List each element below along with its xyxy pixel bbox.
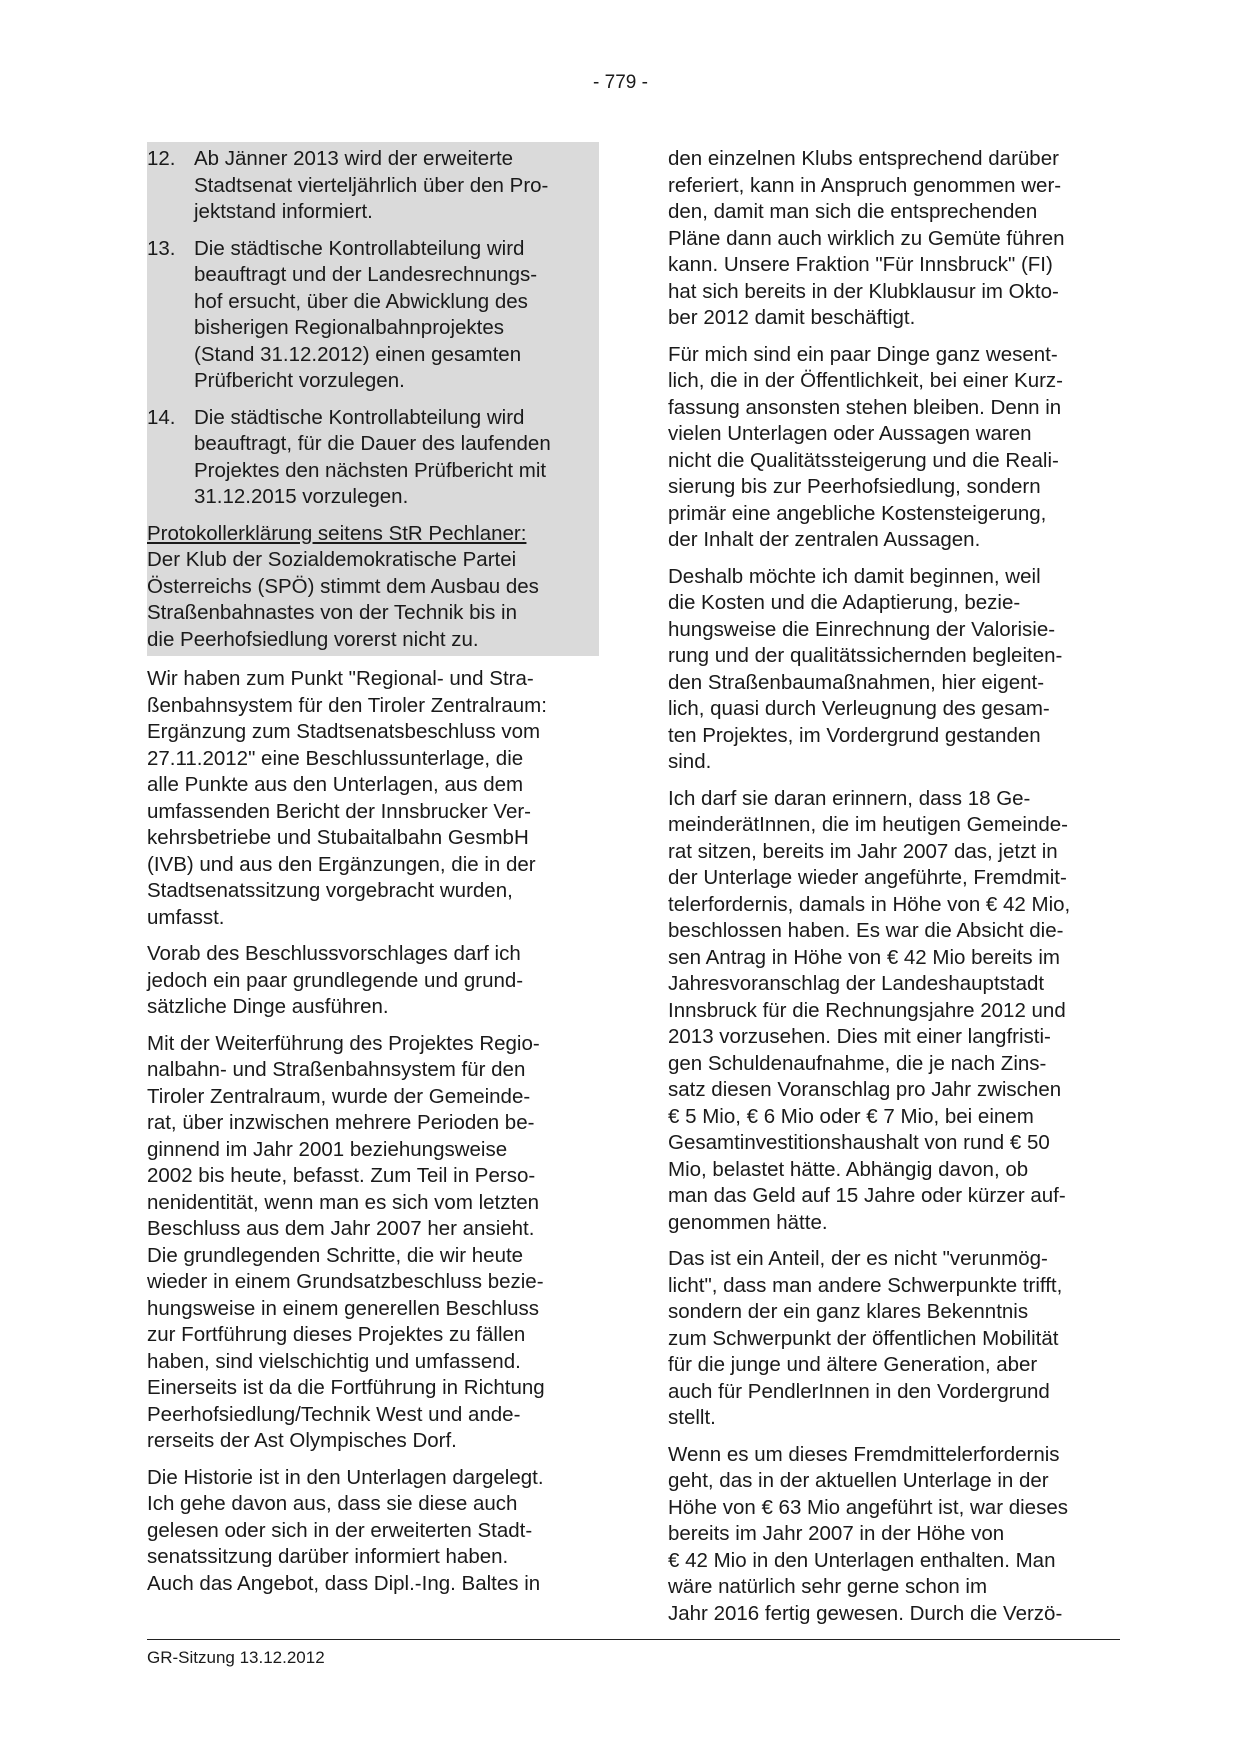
text-line: Österreichs (SPÖ) stimmt dem Ausbau des — [147, 574, 539, 598]
paragraph — [668, 1246, 1118, 1432]
text-line: umfasst. — [147, 905, 225, 929]
text-line: ginnend im Jahr 2001 beziehungsweise — [147, 1137, 508, 1161]
footer-divider — [147, 1639, 1120, 1640]
text-line: senatssitzung darüber informiert haben. — [147, 1545, 509, 1568]
text-line: zum Schwerpunkt der öffentlichen Mobilität — [668, 1326, 1059, 1350]
text-line: 27.11.2012" eine Beschlussunterlage, die — [147, 746, 524, 770]
text-line: Höhe von € 63 Mio angeführt ist, war dieses — [668, 1495, 1068, 1519]
text-line: den Straßenbaumaßnahmen, hier eigent- — [668, 670, 1045, 694]
text-line: Stadtsenatssitzung vorgebracht wurden, — [147, 879, 513, 902]
text-line: primär eine angebliche Kostensteigerung, — [668, 501, 1047, 525]
text-line: Mit der Weiterführung des Projektes Regio- — [147, 1031, 540, 1055]
text-line: 2002 bis heute, befasst. Zum Teil in Perso- — [147, 1164, 536, 1187]
text-line: Prüfbericht vorzulegen. — [194, 369, 405, 392]
paragraph — [668, 786, 1118, 1237]
text-line: ßenbahnsystem für den Tiroler Zentralraum: — [147, 693, 547, 717]
text-line: sind. — [668, 750, 712, 773]
text-line: ber 2012 damit beschäftigt. — [668, 306, 916, 329]
text-line: Einerseits ist da die Fortführung in Richtung — [147, 1376, 545, 1399]
text-line: der Unterlage wieder angeführte, Fremdmit- — [668, 866, 1067, 889]
text-line: für die junge und ältere Generation, aber — [668, 1353, 1038, 1376]
text-line: umfassenden Bericht der Innsbrucker Ver- — [147, 799, 531, 823]
text-line: vielen Unterlagen oder Aussagen waren — [668, 422, 1032, 445]
text-line: € 42 Mio in den Unterlagen enthalten. Man — [668, 1548, 1056, 1572]
text-line: beschlossen haben. Es war die Absicht die- — [668, 919, 1064, 942]
text-line: gelesen oder sich in der erweiterten Stadt- — [147, 1518, 533, 1542]
footer-session-label: GR-Sitzung 13.12.2012 — [147, 1648, 325, 1667]
text-line: Der Klub der Sozialdemokratische Partei — [147, 548, 517, 571]
text-line: Stadtsenat vierteljährlich über den Pro- — [194, 173, 549, 197]
right-column — [668, 146, 1118, 1627]
text-line: Die städtische Kontrollabteilung wird — [194, 236, 525, 260]
text-line: Straßenbahnastes von der Technik bis in — [147, 601, 517, 624]
text-line: Vorab des Beschlussvorschlages darf ich — [147, 942, 521, 965]
text-line: rung und der qualitätssichernden begleiten- — [668, 644, 1063, 667]
text-line: jedoch ein paar grundlegende und grund- — [147, 968, 524, 992]
paragraph — [668, 342, 1118, 554]
text-line: der Inhalt der zentralen Aussagen. — [668, 528, 981, 551]
text-line: lich, quasi durch Verleugnung des gesam- — [668, 697, 1050, 720]
text-line: Tiroler Zentralraum, wurde der Gemeinde- — [147, 1084, 531, 1108]
left-column — [147, 146, 599, 1597]
text-line: Das ist ein Anteil, der es nicht "verunmög- — [668, 1247, 1048, 1270]
text-line: licht", dass man andere Schwerpunkte trifft, — [668, 1273, 1063, 1297]
paragraph — [147, 1031, 599, 1455]
paragraph — [668, 1442, 1118, 1628]
text-line: Beschluss aus dem Jahr 2007 her ansieht. — [147, 1217, 535, 1240]
text-line: meinderätInnen, die im heutigen Gemeinde- — [668, 813, 1068, 836]
text-line: hungsweise in einem generellen Beschluss — [147, 1296, 540, 1320]
text-line: rat, über inzwischen mehrere Perioden be- — [147, 1111, 535, 1134]
text-line: Jahr 2016 fertig gewesen. Durch die Verzö- — [668, 1601, 1063, 1625]
text-line: Die städtische Kontrollabteilung wird — [194, 405, 525, 429]
text-line: Die Historie ist in den Unterlagen dargelegt. — [147, 1465, 544, 1489]
text-line: Die grundlegenden Schritte, die wir heute — [147, 1243, 524, 1267]
text-line: Für mich sind ein paar Dinge ganz wesent- — [668, 342, 1058, 366]
text-line: nenidentität, wenn man es sich vom letzten — [147, 1190, 539, 1214]
list-item-number: 13. — [147, 236, 176, 260]
text-line: rat sitzen, bereits im Jahr 2007 das, jetzt in — [668, 839, 1058, 863]
text-line: Ab Jänner 2013 wird der erweiterte — [194, 147, 514, 170]
text-line: nalbahn- und Straßenbahnsystem für den — [147, 1058, 526, 1081]
text-line: kehrsbetriebe und Stubaitalbahn GesmbH — [147, 826, 529, 849]
text-line: zur Fortführung dieses Projektes zu fällen — [147, 1323, 526, 1346]
text-line: den, damit man sich die entsprechenden — [668, 200, 1038, 223]
text-line: (IVB) und aus den Ergänzungen, die in der — [147, 852, 536, 876]
text-line: bereits im Jahr 2007 in der Höhe von — [668, 1522, 1005, 1545]
text-line: wäre natürlich sehr gerne schon im — [668, 1575, 988, 1598]
text-line: hat sich bereits in der Klubklausur im Okto- — [668, 279, 1059, 303]
text-line: auch für PendlerInnen in den Vordergrund — [668, 1379, 1050, 1403]
text-line: den einzelnen Klubs entsprechend darüber — [668, 147, 1059, 170]
paragraph — [668, 146, 1118, 332]
text-line: (Stand 31.12.2012) einen gesamten — [194, 342, 522, 366]
text-line: ten Projektes, im Vordergrund gestanden — [668, 723, 1041, 747]
text-line: € 5 Mio, € 6 Mio oder € 7 Mio, bei einem — [668, 1104, 1034, 1128]
text-line: referiert, kann in Anspruch genommen wer- — [668, 173, 1062, 197]
text-line: man das Geld auf 15 Jahre oder kürzer auf- — [668, 1184, 1066, 1207]
text-line: Innsbruck für die Rechnungsjahre 2012 und — [668, 998, 1066, 1022]
text-line: beauftragt und der Landesrechnungs- — [194, 263, 538, 286]
text-line: haben, sind vielschichtig und umfassend. — [147, 1349, 521, 1373]
list-item-13 — [147, 236, 599, 395]
paragraph — [147, 666, 599, 931]
list-item-12 — [147, 146, 599, 226]
text-line: kann. Unsere Fraktion "Für Innsbruck" (FI) — [668, 253, 1053, 276]
text-line: sen Antrag in Höhe von € 42 Mio bereits im — [668, 945, 1060, 969]
text-line: Auch das Angebot, dass Dipl.-Ing. Baltes in — [147, 1571, 541, 1595]
text-line: Jahresvoranschlag der Landeshauptstadt — [668, 972, 1045, 995]
text-line: sondern der ein ganz klares Bekenntnis — [668, 1300, 1029, 1323]
text-line: Ich darf sie daran erinnern, dass 18 Ge- — [668, 786, 1031, 810]
text-line: bisherigen Regionalbahnprojektes — [194, 316, 504, 339]
text-line: Projektes den nächsten Prüfbericht mit — [194, 458, 547, 482]
text-line: genommen hätte. — [668, 1210, 828, 1234]
highlighted-resolution-block — [147, 142, 599, 656]
text-line: fassung ansonsten stehen bleiben. Denn in — [668, 395, 1062, 419]
text-line: Gesamtinvestitionshaushalt von rund € 50 — [668, 1131, 1050, 1154]
text-line: beauftragt, für die Dauer des laufenden — [194, 432, 551, 455]
text-line: jektstand informiert. — [194, 200, 373, 223]
text-line: Wir haben zum Punkt "Regional- und Stra- — [147, 667, 534, 690]
list-item-number: 12. — [147, 147, 176, 170]
text-line: Deshalb möchte ich damit beginnen, weil — [668, 564, 1041, 588]
text-line: telerfordernis, damals in Höhe von € 42 Mio, — [668, 892, 1071, 916]
page-number: - 779 - — [593, 72, 648, 93]
text-line: rerseits der Ast Olympisches Dorf. — [147, 1429, 457, 1452]
text-line: gen Schuldenaufnahme, die je nach Zins- — [668, 1051, 1047, 1075]
text-line: lich, die in der Öffentlichkeit, bei einer Kurz- — [668, 369, 1064, 392]
text-line: wieder in einem Grundsatzbeschluss bezie- — [147, 1270, 544, 1293]
text-line: 2013 vorzusehen. Dies mit einer langfristi- — [668, 1025, 1051, 1048]
text-line: sätzliche Dinge ausführen. — [147, 995, 389, 1018]
text-line: geht, das in der aktuellen Unterlage in der — [668, 1469, 1049, 1492]
text-line: hungsweise die Einrechnung der Valorisie- — [668, 617, 1056, 641]
text-line: 31.12.2015 vorzulegen. — [194, 485, 409, 508]
text-line: nicht die Qualitätssteigerung und die Reali- — [668, 448, 1059, 472]
paragraph — [147, 1465, 599, 1598]
text-line: hof ersucht, über die Abwicklung des — [194, 289, 528, 313]
paragraph — [668, 564, 1118, 776]
declaration-heading: Protokollerklärung seitens StR Pechlaner: — [147, 521, 527, 545]
paragraph — [147, 941, 599, 1021]
text-line: Mio, belastet hätte. Abhängig davon, ob — [668, 1157, 1029, 1181]
text-line: Ergänzung zum Stadtsenatsbeschluss vom — [147, 720, 541, 743]
text-line: die Kosten und die Adaptierung, bezie- — [668, 591, 1021, 614]
text-line: stellt. — [668, 1406, 716, 1429]
text-line: alle Punkte aus den Unterlagen, aus dem — [147, 773, 524, 796]
text-line: Pläne dann auch wirklich zu Gemüte führen — [668, 226, 1065, 250]
list-item-number: 14. — [147, 405, 176, 429]
text-line: die Peerhofsiedlung vorerst nicht zu. — [147, 627, 479, 651]
text-line: satz diesen Voranschlag pro Jahr zwischen — [668, 1078, 1062, 1101]
text-line: sierung bis zur Peerhofsiedlung, sondern — [668, 475, 1041, 498]
protocol-declaration — [147, 521, 599, 657]
text-line: Wenn es um dieses Fremdmittelerfordernis — [668, 1442, 1060, 1466]
text-line: Peerhofsiedlung/Technik West und ande- — [147, 1402, 521, 1426]
list-item-14 — [147, 405, 599, 511]
text-line: Ich gehe davon aus, dass sie diese auch — [147, 1492, 518, 1515]
